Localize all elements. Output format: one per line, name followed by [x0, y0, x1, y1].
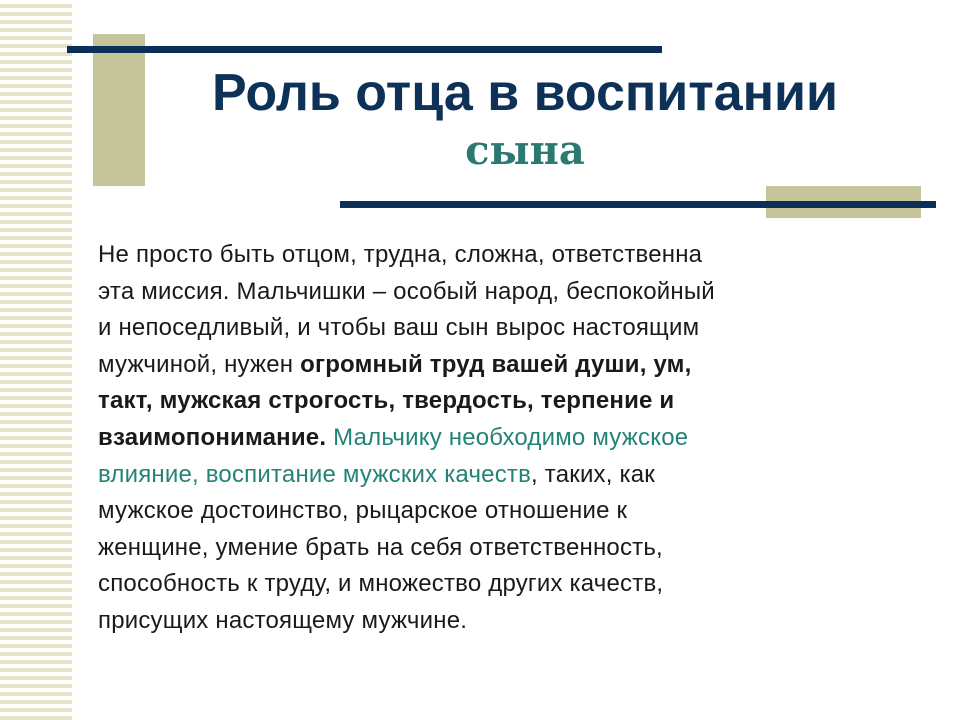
body-line: и непоседливый, и чтобы ваш сын вырос настоящим [98, 314, 700, 342]
slide-body [98, 237, 928, 640]
body-text-plain: мужчиной, нужен [98, 350, 301, 378]
body-text-bold: огромный труд вашей души, ум, [300, 350, 692, 378]
slide-title-highlight: сына [465, 127, 585, 174]
decorative-stripes [0, 0, 72, 720]
body-line: Не просто быть отцом, трудна, сложна, ответственна [98, 241, 703, 268]
body-text-highlight: влияние, воспитание мужских качеств [98, 460, 532, 488]
body-line: присущих настоящему мужчине. [98, 606, 468, 634]
body-line: мужское достоинство, рыцарское отношение к [98, 497, 628, 525]
body-text-highlight: Мальчику необходимо мужское [326, 423, 689, 451]
body-line [98, 347, 928, 384]
decorative-bar-top [67, 46, 662, 53]
body-line: такт, мужская строгость, твердость, терпение и [98, 387, 675, 415]
decorative-bar-bottom [340, 201, 936, 208]
body-text-plain: , таких, как [531, 460, 655, 488]
body-text-bold: взаимопонимание. [98, 423, 327, 451]
body-line: способность к труду, и множество других качеств, [98, 570, 664, 598]
body-line: эта миссия. Мальчишки – особый народ, беспокойный [98, 277, 715, 305]
slide-title: Роль отца в воспитании [211, 64, 838, 122]
body-line [98, 420, 928, 457]
body-line: женщине, умение брать на себя ответственность, [98, 533, 663, 561]
body-line [98, 457, 928, 494]
